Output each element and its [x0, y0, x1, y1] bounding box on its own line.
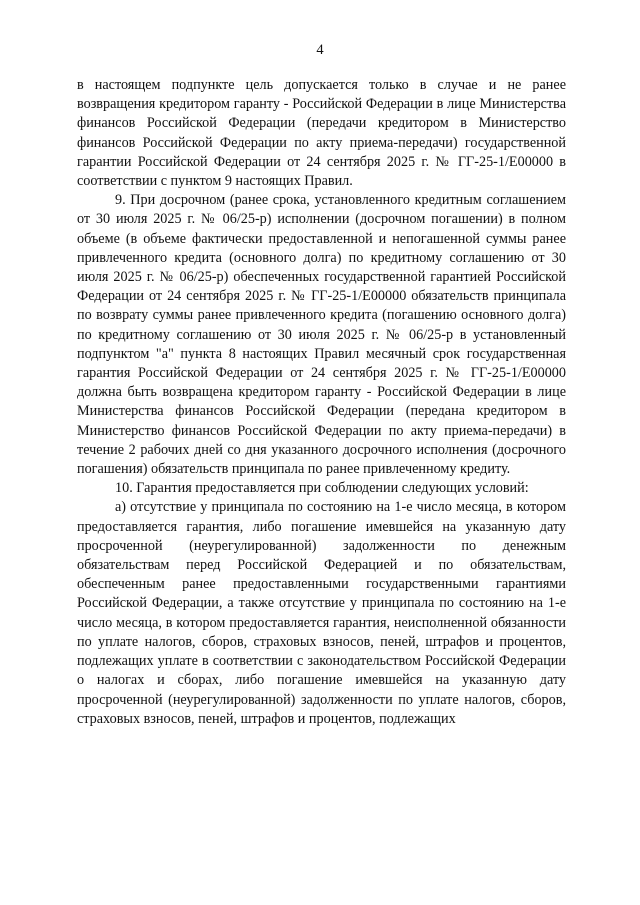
paragraph-subclause-a: а) отсутствие у принципала по состоянию на 1-е число месяца, в котором предоставляется гарантия, либо погашение имевшейся на указанную дату просроченной (неурегулированной) задолженности по денежным обязательствам перед Российской Федерацией и по обязательствам, обеспеченным ранее предоставленными государственными гарантиями Российской Федерации, а также отсутствие у принципала по состоянию на 1-е число месяца, в котором предоставляется гарантия, неисполненной обязанности по уплате налогов, сборов, страховых взносов, пеней, штрафов и процентов, подлежащих уплате в соответствии с законодательством Российской Федерации о налогах и сборах, либо погашение имевшейся на указанную дату просроченной (неурегулированной) задолженности по уплате налогов, сборов, страховых взносов, пеней, штрафов и процентов, подлежащих: [77, 499, 566, 727]
paragraph-clause-10: 10. Гарантия предоставляется при соблюдении следующих условий:: [115, 480, 529, 497]
page-number: 4: [316, 42, 324, 58]
paragraph-continuation: в настоящем подпункте цель допускается только в случае и не ранее возвращения кредитором гаранту - Российской Федерации в лице Министерства финансов Российской Федерации (передачи кредитором в Министерство финансов Российской Федерации по акту приема-передачи) государственной гарантии Российской Федерации от 24 сентября 2025 г. № ГГ-25-1/Е00000 в соответствии с пунктом 9 настоящих Правил.: [77, 77, 566, 190]
paragraph-clause-9: 9. При досрочном (ранее срока, установленного кредитным соглашением от 30 июля 2025 г. № 06/25-р) исполнении (досрочном погашении) в полном объеме (в объеме фактически предоставленной и непогашенной суммы ранее привлеченного кредита (основного долга) по кредитному соглашению от 30 июля 2025 г. № 06/25-р) обеспеченных государственной гарантией Российской Федерации от 24 сентября 2025 г. № ГГ-25-1/Е00000 обязательств принципала по возврату суммы ранее привлеченного кредита (погашению основного долга) по кредитному соглашению от 30 июля 2025 г. № 06/25-р в установленный подпунктом "а" пункта 8 настоящих Правил месячный срок государственная гарантия Российской Федерации от 24 сентября 2025 г. № ГГ-25-1/Е00000 должна быть возвращена кредитором гаранту - Российской Федерации в лице Министерства финансов Российской Федерации (передана кредитором в Министерство финансов Российской Федерации по акту приема-передачи) в течение 2 рабочих дней со дня указанного досрочного исполнения (досрочного погашения) обязательств принципала по ранее привлеченному кредиту.: [77, 192, 566, 478]
document-body: [77, 76, 566, 729]
